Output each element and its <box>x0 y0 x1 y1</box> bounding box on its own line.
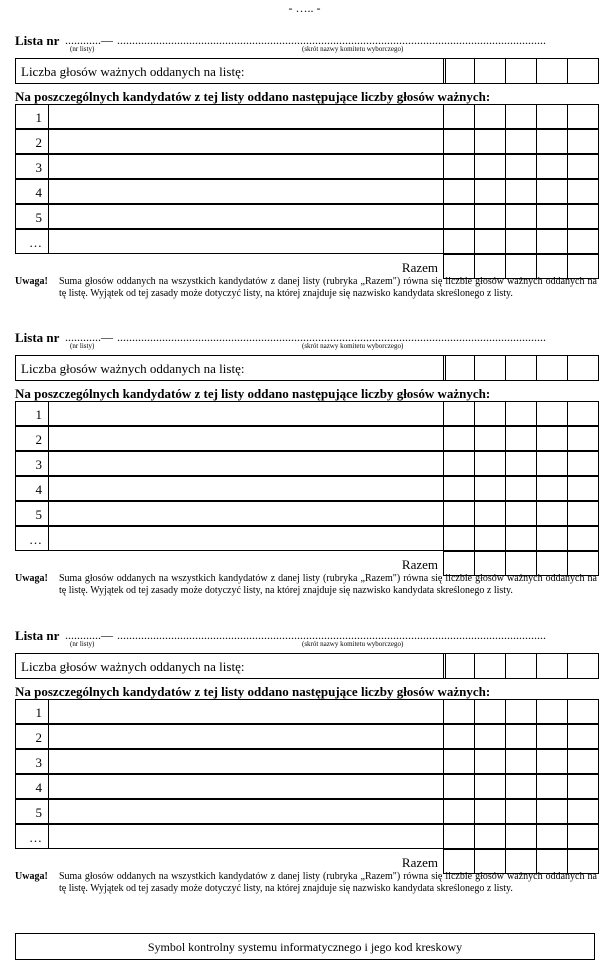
digit-cell[interactable] <box>536 451 568 476</box>
digit-cell[interactable] <box>505 526 537 551</box>
committee-name-field[interactable]: ............................................................................................................................................... <box>117 330 546 344</box>
candidate-number: 2 <box>35 135 42 150</box>
candidate-votes-digits <box>444 229 599 254</box>
digit-cell[interactable] <box>474 476 506 501</box>
candidates-heading: Na poszczególnych kandydatów z tej listy oddano następujące liczby głosów ważnych: <box>15 89 491 104</box>
candidate-number: 3 <box>35 457 42 472</box>
note-text: Suma głosów oddanych na wszystkich kandydatów z danej listy (rubryka „Razem") równa się liczbie głosów ważnych oddanych na tę listę. Wyjątek od tej zasady może dotyczyć listy, na której znajduje się nazwisko kandydata skreślonego z listy. <box>59 276 597 299</box>
digit-cell[interactable] <box>443 129 475 154</box>
digit-cell[interactable] <box>567 58 599 84</box>
digit-cell[interactable] <box>505 699 537 724</box>
digit-cell[interactable] <box>505 204 537 229</box>
digit-cell[interactable] <box>567 104 599 129</box>
list-number-caption: (nr listy) <box>70 342 95 350</box>
candidate-votes-digits <box>444 526 599 551</box>
committee-name-caption: (skrót nazwy komitetu wyborczego) <box>302 640 404 648</box>
valid-votes-label-box <box>15 653 446 679</box>
valid-votes-label: Liczba głosów ważnych oddanych na listę: <box>21 659 245 674</box>
digit-cell[interactable] <box>443 355 475 381</box>
digit-cell[interactable] <box>505 104 537 129</box>
digit-cell[interactable] <box>443 749 475 774</box>
candidate-row <box>15 502 598 527</box>
digit-cell[interactable] <box>567 653 599 679</box>
list-header <box>15 33 598 57</box>
candidate-number: 5 <box>35 507 42 522</box>
digit-cell[interactable] <box>474 824 506 849</box>
candidate-name-cell[interactable] <box>48 229 444 254</box>
digit-cell[interactable] <box>443 58 475 84</box>
candidate-votes-digits <box>444 451 599 476</box>
candidate-number-cell <box>15 799 49 824</box>
valid-votes-row <box>15 58 598 83</box>
digit-cell[interactable] <box>443 401 475 426</box>
digit-cell[interactable] <box>536 229 568 254</box>
digit-cell[interactable] <box>474 58 506 84</box>
digit-cell[interactable] <box>567 179 599 204</box>
candidate-name-cell[interactable] <box>48 526 444 551</box>
candidate-number: 2 <box>35 730 42 745</box>
digit-cell[interactable] <box>567 476 599 501</box>
digit-cell[interactable] <box>567 401 599 426</box>
digit-cell[interactable] <box>443 104 475 129</box>
candidate-name-cell[interactable] <box>48 501 444 526</box>
candidate-number-cell <box>15 724 49 749</box>
digit-cell[interactable] <box>474 501 506 526</box>
list-header <box>15 330 598 354</box>
digit-cell[interactable] <box>505 355 537 381</box>
candidate-number: 5 <box>35 210 42 225</box>
candidate-votes-digits <box>444 699 599 724</box>
candidates-table <box>15 700 598 875</box>
list-label: Lista nr <box>15 33 60 48</box>
digit-cell[interactable] <box>536 104 568 129</box>
digit-cell[interactable] <box>536 699 568 724</box>
digit-cell[interactable] <box>505 129 537 154</box>
total-label: Razem <box>401 557 438 572</box>
digit-cell[interactable] <box>443 724 475 749</box>
candidate-name-cell[interactable] <box>48 179 444 204</box>
digit-cell[interactable] <box>505 58 537 84</box>
digit-cell[interactable] <box>536 179 568 204</box>
digit-cell[interactable] <box>536 526 568 551</box>
candidate-number: 4 <box>35 780 42 795</box>
digit-cell[interactable] <box>474 355 506 381</box>
digit-cell[interactable] <box>505 799 537 824</box>
total-label: Razem <box>401 260 438 275</box>
digit-cell[interactable] <box>505 476 537 501</box>
candidate-number-cell <box>15 476 49 501</box>
digit-cell[interactable] <box>567 426 599 451</box>
digit-cell[interactable] <box>474 229 506 254</box>
digit-cell[interactable] <box>505 774 537 799</box>
candidate-number: 2 <box>35 432 42 447</box>
candidate-row <box>15 230 598 255</box>
candidate-name-cell[interactable] <box>48 476 444 501</box>
candidate-name-cell[interactable] <box>48 204 444 229</box>
candidate-name-cell[interactable] <box>48 799 444 824</box>
valid-votes-label-box <box>15 58 446 84</box>
valid-votes-digits <box>444 58 599 84</box>
digit-cell[interactable] <box>567 749 599 774</box>
candidate-name-cell[interactable] <box>48 104 444 129</box>
candidate-name-cell[interactable] <box>48 426 444 451</box>
digit-cell[interactable] <box>443 476 475 501</box>
candidate-name-cell[interactable] <box>48 129 444 154</box>
list-number-field[interactable]: ............— <box>65 33 113 47</box>
candidate-row <box>15 477 598 502</box>
candidate-votes-digits <box>444 501 599 526</box>
digit-cell[interactable] <box>474 799 506 824</box>
candidate-row <box>15 180 598 205</box>
control-symbol-box <box>15 933 595 960</box>
candidate-row <box>15 130 598 155</box>
digit-cell[interactable] <box>536 58 568 84</box>
digit-cell[interactable] <box>567 501 599 526</box>
candidate-number-cell <box>15 501 49 526</box>
digit-cell[interactable] <box>567 824 599 849</box>
digit-cell[interactable] <box>567 699 599 724</box>
valid-votes-row <box>15 355 598 380</box>
candidate-row <box>15 750 598 775</box>
digit-cell[interactable] <box>443 526 475 551</box>
candidate-votes-digits <box>444 179 599 204</box>
candidate-votes-digits <box>444 774 599 799</box>
digit-cell[interactable] <box>474 204 506 229</box>
note-label: Uwaga! <box>15 871 48 882</box>
digit-cell[interactable] <box>474 724 506 749</box>
candidate-number-cell <box>15 104 49 129</box>
digit-cell[interactable] <box>474 451 506 476</box>
candidate-number: … <box>29 235 42 250</box>
digit-cell[interactable] <box>474 426 506 451</box>
digit-cell[interactable] <box>536 724 568 749</box>
candidate-number-cell <box>15 774 49 799</box>
digit-cell[interactable] <box>536 154 568 179</box>
digit-cell[interactable] <box>443 774 475 799</box>
candidate-row <box>15 452 598 477</box>
candidate-number-cell <box>15 229 49 254</box>
candidate-number: 3 <box>35 160 42 175</box>
valid-votes-label-box <box>15 355 446 381</box>
candidate-votes-digits <box>444 204 599 229</box>
candidate-number: … <box>29 830 42 845</box>
candidates-table <box>15 105 598 280</box>
digit-cell[interactable] <box>443 653 475 679</box>
digit-cell[interactable] <box>536 774 568 799</box>
valid-votes-digits <box>444 355 599 381</box>
candidate-number-cell <box>15 129 49 154</box>
candidates-heading: Na poszczególnych kandydatów z tej listy oddano następujące liczby głosów ważnych: <box>15 684 491 699</box>
digit-cell[interactable] <box>474 699 506 724</box>
note-text: Suma głosów oddanych na wszystkich kandydatów z danej listy (rubryka „Razem") równa się liczbie głosów ważnych oddanych na tę listę. Wyjątek od tej zasady może dotyczyć listy, na której znajduje się nazwisko kandydata skreślonego z listy. <box>59 573 597 596</box>
candidate-row <box>15 105 598 130</box>
candidate-number: 1 <box>35 705 42 720</box>
digit-cell[interactable] <box>443 426 475 451</box>
valid-votes-digits <box>444 653 599 679</box>
candidate-name-cell[interactable] <box>48 401 444 426</box>
digit-cell[interactable] <box>536 476 568 501</box>
note-label: Uwaga! <box>15 573 48 584</box>
digit-cell[interactable] <box>505 501 537 526</box>
valid-votes-row <box>15 653 598 678</box>
digit-cell[interactable] <box>474 179 506 204</box>
candidate-row <box>15 402 598 427</box>
digit-cell[interactable] <box>536 824 568 849</box>
digit-cell[interactable] <box>474 653 506 679</box>
digit-cell[interactable] <box>505 179 537 204</box>
candidate-number: 4 <box>35 482 42 497</box>
note-label: Uwaga! <box>15 276 48 287</box>
digit-cell[interactable] <box>474 104 506 129</box>
candidate-row <box>15 825 598 850</box>
candidates-table <box>15 402 598 577</box>
candidate-votes-digits <box>444 749 599 774</box>
digit-cell[interactable] <box>567 355 599 381</box>
digit-cell[interactable] <box>536 355 568 381</box>
digit-cell[interactable] <box>567 724 599 749</box>
digit-cell[interactable] <box>567 129 599 154</box>
candidate-number: 1 <box>35 407 42 422</box>
digit-cell[interactable] <box>474 154 506 179</box>
candidate-row <box>15 725 598 750</box>
note-text: Suma głosów oddanych na wszystkich kandydatów z danej listy (rubryka „Razem") równa się liczbie głosów ważnych oddanych na tę listę. Wyjątek od tej zasady może dotyczyć listy, na której znajduje się nazwisko kandydata skreślonego z listy. <box>59 871 597 894</box>
candidate-name-cell[interactable] <box>48 154 444 179</box>
digit-cell[interactable] <box>443 501 475 526</box>
digit-cell[interactable] <box>443 451 475 476</box>
candidate-row <box>15 527 598 552</box>
digit-cell[interactable] <box>536 501 568 526</box>
candidate-number-cell <box>15 401 49 426</box>
list-number-caption: (nr listy) <box>70 640 95 648</box>
digit-cell[interactable] <box>505 724 537 749</box>
list-header <box>15 628 598 652</box>
candidate-votes-digits <box>444 401 599 426</box>
candidate-number-cell <box>15 179 49 204</box>
digit-cell[interactable] <box>567 154 599 179</box>
digit-cell[interactable] <box>536 799 568 824</box>
candidate-votes-digits <box>444 104 599 129</box>
candidate-votes-digits <box>444 154 599 179</box>
digit-cell[interactable] <box>505 749 537 774</box>
digit-cell[interactable] <box>567 204 599 229</box>
digit-cell[interactable] <box>505 451 537 476</box>
committee-name-field[interactable]: ............................................................................................................................................... <box>117 33 546 47</box>
candidate-number: 4 <box>35 185 42 200</box>
digit-cell[interactable] <box>474 774 506 799</box>
digit-cell[interactable] <box>443 799 475 824</box>
digit-cell[interactable] <box>567 451 599 476</box>
digit-cell[interactable] <box>567 229 599 254</box>
candidate-number: 5 <box>35 805 42 820</box>
candidate-votes-digits <box>444 824 599 849</box>
digit-cell[interactable] <box>536 749 568 774</box>
valid-votes-label: Liczba głosów ważnych oddanych na listę: <box>21 64 245 79</box>
candidate-votes-digits <box>444 426 599 451</box>
candidate-row <box>15 700 598 725</box>
digit-cell[interactable] <box>474 129 506 154</box>
candidate-number-cell <box>15 451 49 476</box>
committee-name-caption: (skrót nazwy komitetu wyborczego) <box>302 342 404 350</box>
digit-cell[interactable] <box>505 401 537 426</box>
digit-cell[interactable] <box>536 129 568 154</box>
list-label: Lista nr <box>15 330 60 345</box>
candidate-row <box>15 800 598 825</box>
list-number-field[interactable]: ............— <box>65 628 113 642</box>
digit-cell[interactable] <box>443 204 475 229</box>
candidate-votes-digits <box>444 476 599 501</box>
digit-cell[interactable] <box>567 526 599 551</box>
candidate-name-cell[interactable] <box>48 774 444 799</box>
candidate-votes-digits <box>444 799 599 824</box>
committee-name-field[interactable]: ............................................................................................................................................... <box>117 628 546 642</box>
digit-cell[interactable] <box>443 824 475 849</box>
candidate-name-cell[interactable] <box>48 749 444 774</box>
digit-cell[interactable] <box>443 179 475 204</box>
candidate-number-cell <box>15 426 49 451</box>
candidate-number-cell <box>15 824 49 849</box>
candidate-row <box>15 427 598 452</box>
digit-cell[interactable] <box>536 401 568 426</box>
candidate-number-cell <box>15 526 49 551</box>
candidate-name-cell[interactable] <box>48 724 444 749</box>
digit-cell[interactable] <box>536 653 568 679</box>
candidate-name-cell[interactable] <box>48 699 444 724</box>
candidate-number-cell <box>15 154 49 179</box>
candidate-number-cell <box>15 749 49 774</box>
valid-votes-label: Liczba głosów ważnych oddanych na listę: <box>21 361 245 376</box>
candidates-heading: Na poszczególnych kandydatów z tej listy oddano następujące liczby głosów ważnych: <box>15 386 491 401</box>
candidate-number-cell <box>15 699 49 724</box>
digit-cell[interactable] <box>443 229 475 254</box>
digit-cell[interactable] <box>505 154 537 179</box>
candidate-row <box>15 155 598 180</box>
candidate-number: 3 <box>35 755 42 770</box>
digit-cell[interactable] <box>567 799 599 824</box>
candidate-number: 1 <box>35 110 42 125</box>
candidate-votes-digits <box>444 129 599 154</box>
digit-cell[interactable] <box>505 426 537 451</box>
digit-cell[interactable] <box>474 749 506 774</box>
candidate-votes-digits <box>444 724 599 749</box>
candidate-name-cell[interactable] <box>48 451 444 476</box>
digit-cell[interactable] <box>536 426 568 451</box>
digit-cell[interactable] <box>505 229 537 254</box>
candidate-number: … <box>29 532 42 547</box>
candidate-number-cell <box>15 204 49 229</box>
digit-cell[interactable] <box>443 154 475 179</box>
candidate-row <box>15 205 598 230</box>
control-symbol-label: Symbol kontrolny systemu informatycznego i jego kod kreskowy <box>147 940 463 954</box>
digit-cell[interactable] <box>536 204 568 229</box>
digit-cell[interactable] <box>505 653 537 679</box>
page-number: - ….. - <box>288 1 321 15</box>
candidate-name-cell[interactable] <box>48 824 444 849</box>
committee-name-caption: (skrót nazwy komitetu wyborczego) <box>302 45 404 53</box>
list-label: Lista nr <box>15 628 60 643</box>
digit-cell[interactable] <box>474 401 506 426</box>
digit-cell[interactable] <box>474 526 506 551</box>
list-number-field[interactable]: ............— <box>65 330 113 344</box>
digit-cell[interactable] <box>505 824 537 849</box>
digit-cell[interactable] <box>567 774 599 799</box>
candidate-row <box>15 775 598 800</box>
digit-cell[interactable] <box>443 699 475 724</box>
total-label: Razem <box>401 855 438 870</box>
list-number-caption: (nr listy) <box>70 45 95 53</box>
